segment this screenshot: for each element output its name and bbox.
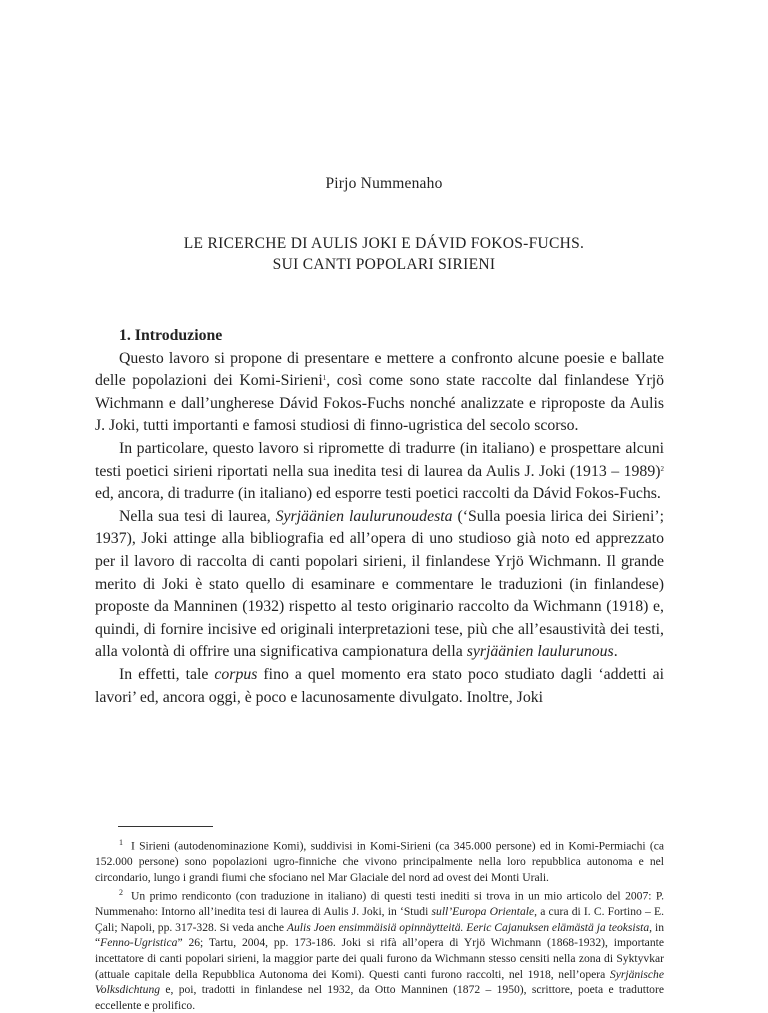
section-heading: 1. Introduzione (119, 327, 223, 344)
footnote-marker-2: 2 (660, 464, 664, 473)
paragraph-3: Nella sua tesi di laurea, Syrjäänien laulurunoudesta (‘Sulla poesia lirica dei Sirieni’; 1937), Joki attinge alla bibliografia ed all’opera di uno studioso già noto ed apprezzato per il lavoro di raccolta di canti popolari sirieni, il finlandese Yrjö Wichmann. Il grande merito di Joki è stato quello di esaminare e commentare le traduzioni (in finlandese) proposte da Manninen (1932) rispetto al testo originario raccolto da Wichmann (1918) e, quindi, di fornire incisive ed originali interpretazioni tese, più che all’esaustività dei testi, alla volontà di offrire una significativa campionatura della syrjäänien laulurunous. (95, 507, 664, 661)
paragraph-1: Questo lavoro si propone di presentare e mettere a confronto alcune poesie e ballate delle popolazioni dei Komi-Sirieni$^1$, così come sono state raccolte dal finlandese Yrjö Wichmann e dall’ungherese Dávid Fokos-Fuchs nonché analizzate e riproposte da Aulis J. Joki, tutti importanti e famosi studiosi di finno-ugristica del secolo scorso. (95, 349, 664, 435)
article-body (95, 325, 664, 709)
footnote-1: $^1$ I Sirieni (autodenominazione Komi), suddivisi in Komi-Sirieni (ca 345.000 persone) ed in Komi-Permiachi (ca 152.000 persone) sono popolazioni ugro-finniche che vivono principalmente nella loro repubblica autonoma e nel circondario, lungo i grandi fiumi che sfociano nel Mar Glaciale del nord ad ovest dei Monti Urali. (95, 838, 664, 884)
italic-term: syrjäänien laulurunous (466, 643, 614, 661)
italic-corpus: corpus (214, 665, 258, 683)
footnote-2: $^2$ Un primo rendiconto (con traduzione in italiano) di questi testi inediti si trova in un mio articolo del 2007: P. Nummenaho: Intorno all’inedita tesi di laurea di Aulis J. Joki, in ‘Studi sull’Europa Orientale, a cura di I. C. Fortino – E. Çali; Napoli, pp. 317-328. Si veda anche Aulis Joen ensimmäisiä opinnäytteitä. Eeric Cajanuksen elämästä ja teoksista, in “Fenno-Ugristica” 26; Tartu, 2004, pp. 173-186. Joki si rifà all’opera di Yrjö Wichmann (1868-1932), importante incettatore di canti popolari sirieni, la maggior parte dei quali furono da Wichmann stesso censiti nella zona di Syktyvkar (attuale capitale della Repubblica Autonoma dei Komi). Questi canti furono raccolti, nel 1918, nell’opera Syrjänische Volksdichtung e, poi, tradotti in finlandese nel 1932, da Otto Manninen (1872 – 1950), scrittore, poeta e traduttore eccellente e prolifico. (95, 888, 665, 1012)
footnote-number-1: 1 (119, 838, 123, 847)
footnotes (95, 835, 664, 1013)
paragraph-2: In particolare, questo lavoro si ripromette di tradurre (in italiano) e prospettare alcuni testi poetici sirieni riportati nella sua inedita tesi di laurea da Aulis J. Joki (1913 – 1989)$^2$ ed, ancora, di tradurre (in italiano) ed esporre testi poetici raccolti da Dávid Fokos-Fuchs. (95, 439, 664, 503)
paragraph-4: In effetti, tale corpus fino a quel momento era stato poco studiato dagli ‘addetti ai lavori’ ed, ancora oggi, è poco e lacunosamente divulgato. Inoltre, Joki (95, 665, 664, 706)
article-title (0, 233, 768, 275)
author-name: Pirjo Nummenaho (325, 175, 443, 192)
footnote-number-2: 2 (119, 888, 123, 898)
title-line-2: SUI CANTI POPOLARI SIRIENI (272, 256, 496, 273)
italic-thesis-title: Syrjäänien laulurunoudesta (275, 507, 453, 525)
footnote-marker-1: 1 (322, 373, 327, 382)
title-line-1: LE RICERCHE DI AULIS JOKI E DÁVID FOKOS-FUCHS. (183, 235, 585, 252)
footnote-separator (118, 826, 213, 827)
